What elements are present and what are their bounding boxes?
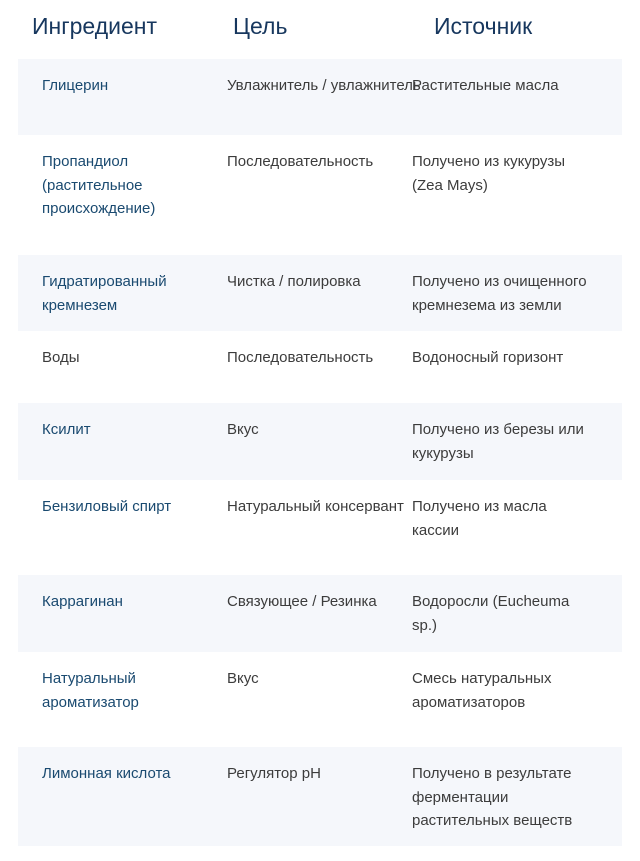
table-row bbox=[18, 135, 622, 255]
header-ingredient: Ингредиент bbox=[32, 13, 157, 39]
purpose-cell: Регулятор pH bbox=[227, 765, 321, 782]
source-cell: Получено из масла кассии bbox=[412, 498, 547, 539]
table-row bbox=[18, 747, 622, 846]
table-row bbox=[18, 255, 622, 331]
purpose-cell: Чистка / полировка bbox=[227, 273, 361, 290]
purpose-cell: Вкус bbox=[227, 670, 259, 687]
table-row bbox=[18, 480, 622, 575]
purpose-cell: Вкус bbox=[227, 421, 259, 438]
purpose-cell: Последовательность bbox=[227, 349, 374, 366]
source-cell: Получено из кукурузы (Zea Mays) bbox=[412, 153, 566, 194]
header-source: Источник bbox=[434, 13, 533, 39]
ingredient-cell: Гидратированный кремнезем bbox=[42, 273, 167, 314]
purpose-cell: Натуральный консервант bbox=[227, 498, 404, 515]
table-row bbox=[18, 331, 622, 403]
ingredient-cell: Каррагинан bbox=[42, 593, 123, 610]
header-purpose: Цель bbox=[233, 13, 288, 39]
source-cell: Смесь натуральных ароматизаторов bbox=[412, 670, 552, 711]
source-cell: Получено из березы или кукурузы bbox=[412, 421, 584, 462]
ingredient-cell: Бензиловый спирт bbox=[42, 498, 172, 515]
ingredient-cell: Пропандиол (растительное происхождение) bbox=[42, 153, 156, 217]
table-row bbox=[18, 403, 622, 480]
purpose-cell: Последовательность bbox=[227, 153, 374, 170]
table-row bbox=[18, 59, 622, 135]
ingredient-cell: Глицерин bbox=[42, 77, 109, 94]
source-cell: Водоносный горизонт bbox=[412, 349, 564, 366]
table-row bbox=[18, 652, 622, 747]
table-row bbox=[18, 575, 622, 652]
source-cell: Растительные масла bbox=[412, 77, 559, 94]
source-cell: Получено в результате ферментации растительных веществ bbox=[412, 765, 573, 829]
ingredient-cell: Воды bbox=[42, 349, 80, 366]
source-cell: Водоросли (Eucheuma sp.) bbox=[412, 593, 570, 634]
ingredient-cell: Ксилит bbox=[42, 421, 91, 438]
purpose-cell: Увлажнитель / увлажнитель bbox=[227, 77, 421, 94]
source-cell: Получено из очищенного кремнезема из земли bbox=[412, 273, 587, 314]
ingredient-cell: Лимонная кислота bbox=[42, 765, 171, 782]
purpose-cell: Связующее / Резинка bbox=[227, 593, 377, 610]
table-body bbox=[18, 59, 622, 846]
ingredient-cell: Натуральный ароматизатор bbox=[42, 670, 139, 711]
table-header bbox=[0, 0, 640, 58]
